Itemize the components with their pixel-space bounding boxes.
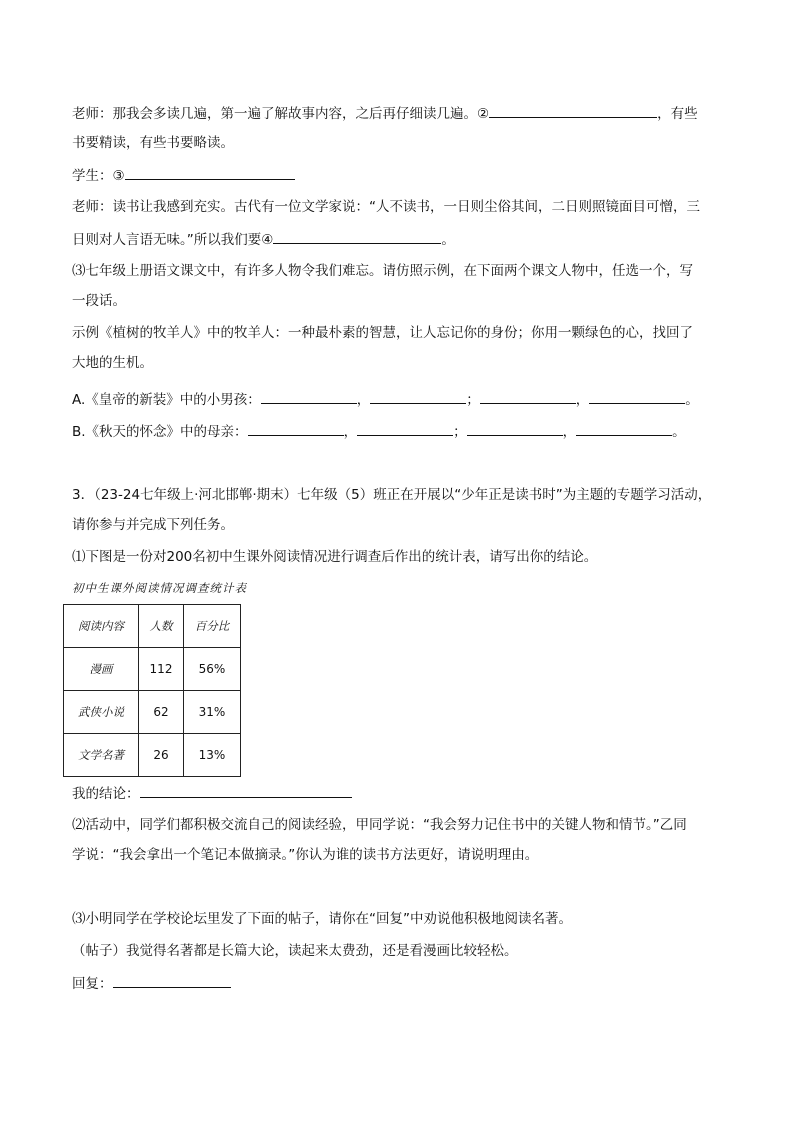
option-b-blank-4[interactable] [576, 421, 672, 436]
dialogue-line-5-end: 。 [441, 232, 455, 248]
cell-percent: 13% [184, 734, 241, 777]
option-a-blank-4[interactable] [589, 389, 685, 404]
punct: ； [466, 392, 480, 408]
dialogue-student-text: 学生：③ [72, 168, 125, 184]
option-b [72, 421, 686, 442]
example-line-1: 示例《植树的牧羊人》中的牧羊人：一种最朴素的智慧，让人忘记你的身份；你用一颗绿色的心，找回了 [72, 325, 693, 341]
dialogue-teacher-text: 老师：那我会多读几遍，第一遍了解故事内容，之后再仔细读几遍。② [72, 106, 490, 122]
q3-part3-line-1: ⑶小明同学在学校论坛里发了下面的帖子，请你在“回复”中劝说他积极地阅读名著。 [72, 911, 572, 927]
reply-blank[interactable] [113, 973, 231, 988]
answer-blank-3[interactable] [125, 165, 295, 180]
header-percent: 百分比 [184, 605, 241, 648]
cell-percent: 31% [184, 691, 241, 734]
option-a-label: A.《皇帝的新装》中的小男孩： [72, 392, 261, 408]
option-b-blank-2[interactable] [357, 421, 453, 436]
cell-content: 武侠小说 [64, 691, 139, 734]
option-a-blank-2[interactable] [370, 389, 466, 404]
option-a-blank-3[interactable] [480, 389, 576, 404]
table-caption: 初中生课外阅读情况调查统计表 [72, 581, 247, 595]
dialogue-line-4: 老师：读书让我感到充实。古代有一位文学家说：“人不读书，一日则尘俗其间，二日则照镜面目可憎，三 [72, 199, 700, 215]
punct: ， [356, 392, 371, 408]
table-row [64, 691, 241, 734]
conclusion-line [72, 783, 352, 804]
cell-content: 文学名著 [64, 734, 139, 777]
q3-part1-prompt: ⑴下图是一份对200名初中生课外阅读情况进行调查后作出的统计表，请写出你的结论。 [72, 549, 598, 565]
header-content: 阅读内容 [64, 605, 139, 648]
reply-line [72, 973, 231, 994]
example-line-2: 大地的生机。 [72, 355, 153, 371]
punct: 。 [672, 424, 686, 440]
dialogue-line-1-end: ，有些 [657, 106, 698, 122]
table-row [64, 734, 241, 777]
punct: ， [343, 424, 358, 440]
option-b-blank-3[interactable] [467, 421, 563, 436]
cell-content: 漫画 [64, 648, 139, 691]
q3-part2-line-2: 学说：“我会拿出一个笔记本做摘录。”你认为谁的读书方法更好，请说明理由。 [72, 847, 539, 863]
option-a [72, 389, 699, 410]
option-a-blank-1[interactable] [261, 389, 357, 404]
table-row [64, 648, 241, 691]
reply-label: 回复： [72, 976, 113, 992]
table-header-row [64, 605, 241, 648]
option-b-blank-1[interactable] [248, 421, 344, 436]
reading-survey-table [63, 604, 241, 777]
q3-part2-line-1: ⑵活动中，同学们都积极交流自己的阅读经验，甲同学说：“我会努力记住书中的关键人物和情节。”乙同 [72, 817, 687, 833]
dialogue-line-1 [72, 103, 698, 124]
cell-count: 62 [139, 691, 184, 734]
dialogue-line-5-text: 日则对人言语无味。”所以我们要④ [72, 232, 274, 248]
dialogue-line-2: 书要精读，有些书要略读。 [72, 135, 234, 151]
cell-count: 112 [139, 648, 184, 691]
q3-part3-post: （帖子）我觉得名著都是长篇大论，读起来太费劲，还是看漫画比较轻松。 [72, 943, 518, 959]
dialogue-line-3 [72, 165, 295, 186]
q3-heading-2: 请你参与并完成下列任务。 [72, 517, 234, 533]
punct: ， [562, 424, 577, 440]
conclusion-label: 我的结论： [72, 786, 140, 802]
answer-blank-4[interactable] [273, 229, 441, 244]
answer-blank-2[interactable] [489, 103, 657, 118]
punct: ； [453, 424, 467, 440]
dialogue-line-5 [72, 229, 455, 250]
q3-heading: 3．（23-24七年级上·河北邯郸·期末）七年级（5）班正在开展以“少年正是读书时”为主题的专题学习活动， [72, 487, 712, 503]
punct: 。 [685, 392, 699, 408]
part3-intro-line-2: 一段话。 [72, 293, 126, 309]
part3-intro-line-1: ⑶七年级上册语文课文中，有许多人物令我们难忘。请仿照示例，在下面两个课文人物中，任选一个，写 [72, 263, 693, 279]
punct: ， [575, 392, 590, 408]
conclusion-blank[interactable] [140, 783, 352, 798]
cell-count: 26 [139, 734, 184, 777]
cell-percent: 56% [184, 648, 241, 691]
header-count: 人数 [139, 605, 184, 648]
option-b-label: B.《秋天的怀念》中的母亲： [72, 424, 248, 440]
